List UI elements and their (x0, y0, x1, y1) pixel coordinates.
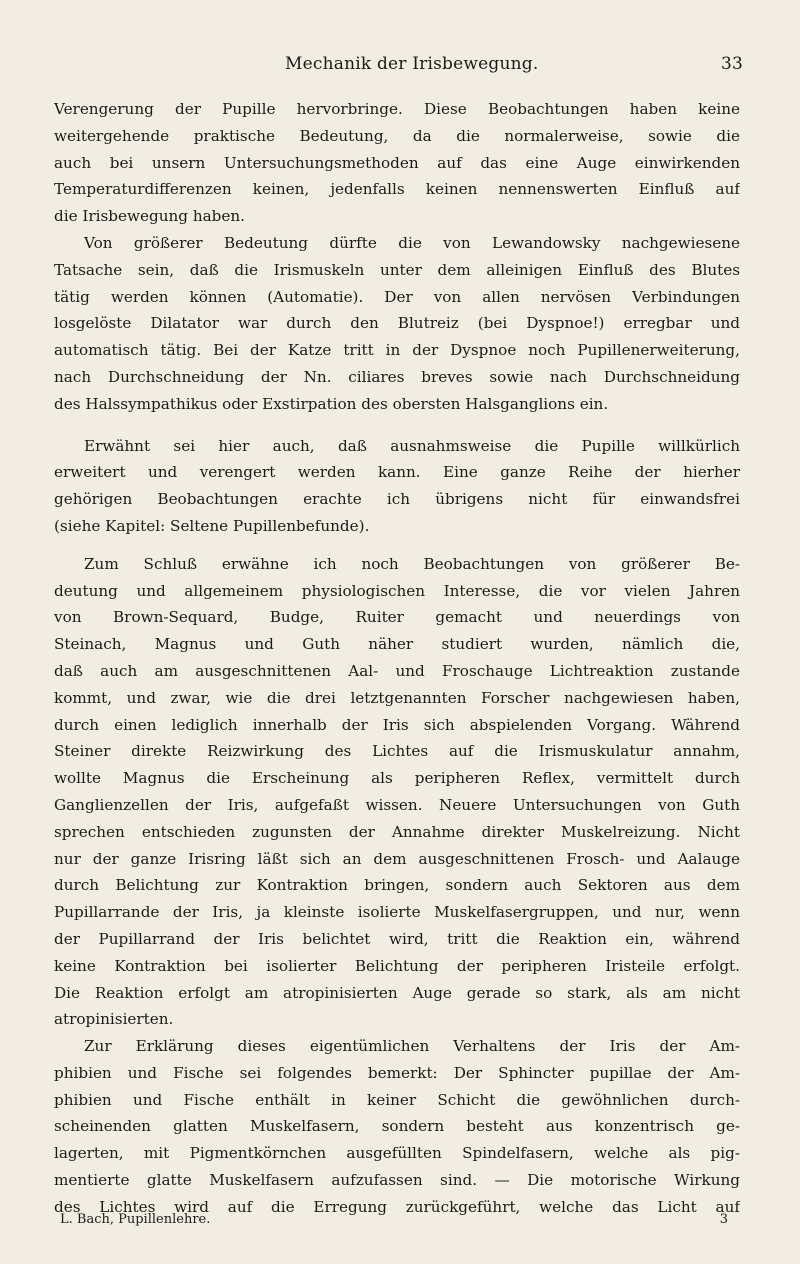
text-line: scheinenden glatten Muskelfasern, sondern besteht aus konzentrisch ge- (54, 1117, 740, 1136)
text-line: der Pupillarrand der Iris belichtet wird, tritt die Reaktion ein, während (54, 929, 740, 948)
text-line: deutung und allgemeinem physiologischen Interesse, die vor vielen Jahren (54, 581, 740, 600)
text-line: sprechen entschieden zugunsten der Annahme direkter Muskelreizung. Nicht (54, 822, 740, 841)
text-line: losgelöste Dilatator war durch den Blutreiz (bei Dyspnoe!) erregbar und (54, 314, 740, 333)
paragraph (54, 1033, 740, 1221)
text-line: lagerten, mit Pigmentkörnchen ausgefüllten Spindelfasern, welche als pig- (54, 1144, 740, 1163)
text-line: Tatsache sein, daß die Irismuskeln unter dem alleinigen Einfluß des Blutes (54, 260, 740, 279)
text-line: phibien und Fische enthält in keiner Schicht die gewöhnlichen durch- (54, 1090, 740, 1109)
text-line: Zur Erklärung dieses eigentümlichen Verhaltens der Iris der Am- (84, 1037, 740, 1056)
text-line: nur der ganze Irisring läßt sich an dem ausgeschnittenen Frosch- und Aalauge (54, 849, 740, 868)
page-footer (60, 1212, 728, 1234)
text-line: auch bei unsern Untersuchungsmethoden auf das eine Auge einwirkenden (54, 153, 740, 172)
text-line: (siehe Kapitel: Seltene Pupillenbefunde). (54, 516, 370, 535)
text-line: kommt, und zwar, wie die drei letztgenannten Forscher nachgewiesen haben, (54, 688, 740, 707)
text-line: Zum Schluß erwähne ich noch Beobachtungen von größerer Be- (84, 554, 740, 573)
text-line: atropinisierten. (54, 1010, 174, 1029)
paragraph (54, 551, 740, 1033)
text-line: wollte Magnus die Erscheinung als peripheren Reflex, vermittelt durch (54, 769, 740, 788)
text-line: die Irisbewegung haben. (54, 207, 245, 226)
text-line: Verengerung der Pupille hervorbringe. Diese Beobachtungen haben keine (54, 100, 740, 118)
paragraph (54, 230, 740, 418)
text-line: Erwähnt sei hier auch, daß ausnahmsweise die Pupille willkürlich (84, 436, 740, 455)
paragraph-gap (54, 540, 740, 551)
text-line: phibien und Fische sei folgendes bemerkt: Der Sphincter pupillae der Am- (54, 1063, 740, 1082)
text-line: keine Kontraktion bei isolierter Belichtung der peripheren Iristeile erfolgt. (54, 956, 740, 975)
page-number: 33 (721, 54, 744, 74)
text-line: weitergehende praktische Bedeutung, da die normalerweise, sowie die (54, 126, 740, 145)
body-text (54, 96, 740, 1221)
text-line: durch einen lediglich innerhalb der Iris sich abspielenden Vorgang. Während (54, 715, 740, 734)
paragraph (54, 433, 740, 540)
text-line: des Lichtes wird auf die Erregung zurückgeführt, welche das Licht auf (54, 1197, 740, 1216)
text-line: erweitert und verengert werden kann. Eine ganze Reihe der hierher (54, 463, 740, 482)
text-line: automatisch tätig. Bei der Katze tritt in der Dyspnoe noch Pupillenerweiterung, (54, 341, 740, 360)
text-line: nach Durchschneidung der Nn. ciliares breves sowie nach Durchschneidung (54, 367, 740, 386)
text-line: Ganglienzellen der Iris, aufgefaßt wissen. Neuere Untersuchungen von Guth (54, 795, 740, 814)
text-line: Steiner direkte Reizwirkung des Lichtes auf die Irismuskulatur annahm, (54, 742, 740, 761)
text-line: Pupillarrande der Iris, ja kleinste isolierte Muskelfasergruppen, und nur, wenn (54, 903, 740, 922)
text-line: von Brown-Sequard, Budge, Ruiter gemacht und neuerdings von (54, 608, 740, 627)
running-head (0, 52, 800, 76)
text-line: Steinach, Magnus und Guth näher studiert wurden, nämlich die, (54, 635, 740, 654)
text-line: durch Belichtung zur Kontraktion bringen, sondern auch Sektoren aus dem (54, 876, 740, 895)
paragraph (54, 96, 740, 230)
text-line: tätig werden können (Automatie). Der von allen nervösen Verbindungen (54, 287, 740, 306)
text-line: Temperaturdifferenzen keinen, jedenfalls keinen nennenswerten Einfluß auf (54, 180, 740, 199)
text-line: des Halssympathikus oder Exstirpation des obersten Halsganglions ein. (54, 394, 609, 413)
footer-sheet-number: 3 (719, 1212, 728, 1227)
running-title: Mechanik der Irisbewegung. (285, 54, 539, 74)
text-line: daß auch am ausgeschnittenen Aal- und Froschauge Lichtreaktion zustande (54, 661, 740, 680)
text-line: Die Reaktion erfolgt am atropinisierten Auge gerade so stark, als am nicht (54, 983, 740, 1002)
text-line: gehörigen Beobachtungen erachte ich übrigens nicht für einwandsfrei (54, 490, 740, 509)
text-line: mentierte glatte Muskelfasern aufzufassen sind. — Die motorische Wirkung (54, 1171, 740, 1190)
footer-signature: L. Bach, Pupillenlehre. (60, 1212, 211, 1227)
paragraph-gap (54, 418, 740, 433)
text-line: Von größerer Bedeutung dürfte die von Lewandowsky nachgewiesene (84, 233, 740, 252)
